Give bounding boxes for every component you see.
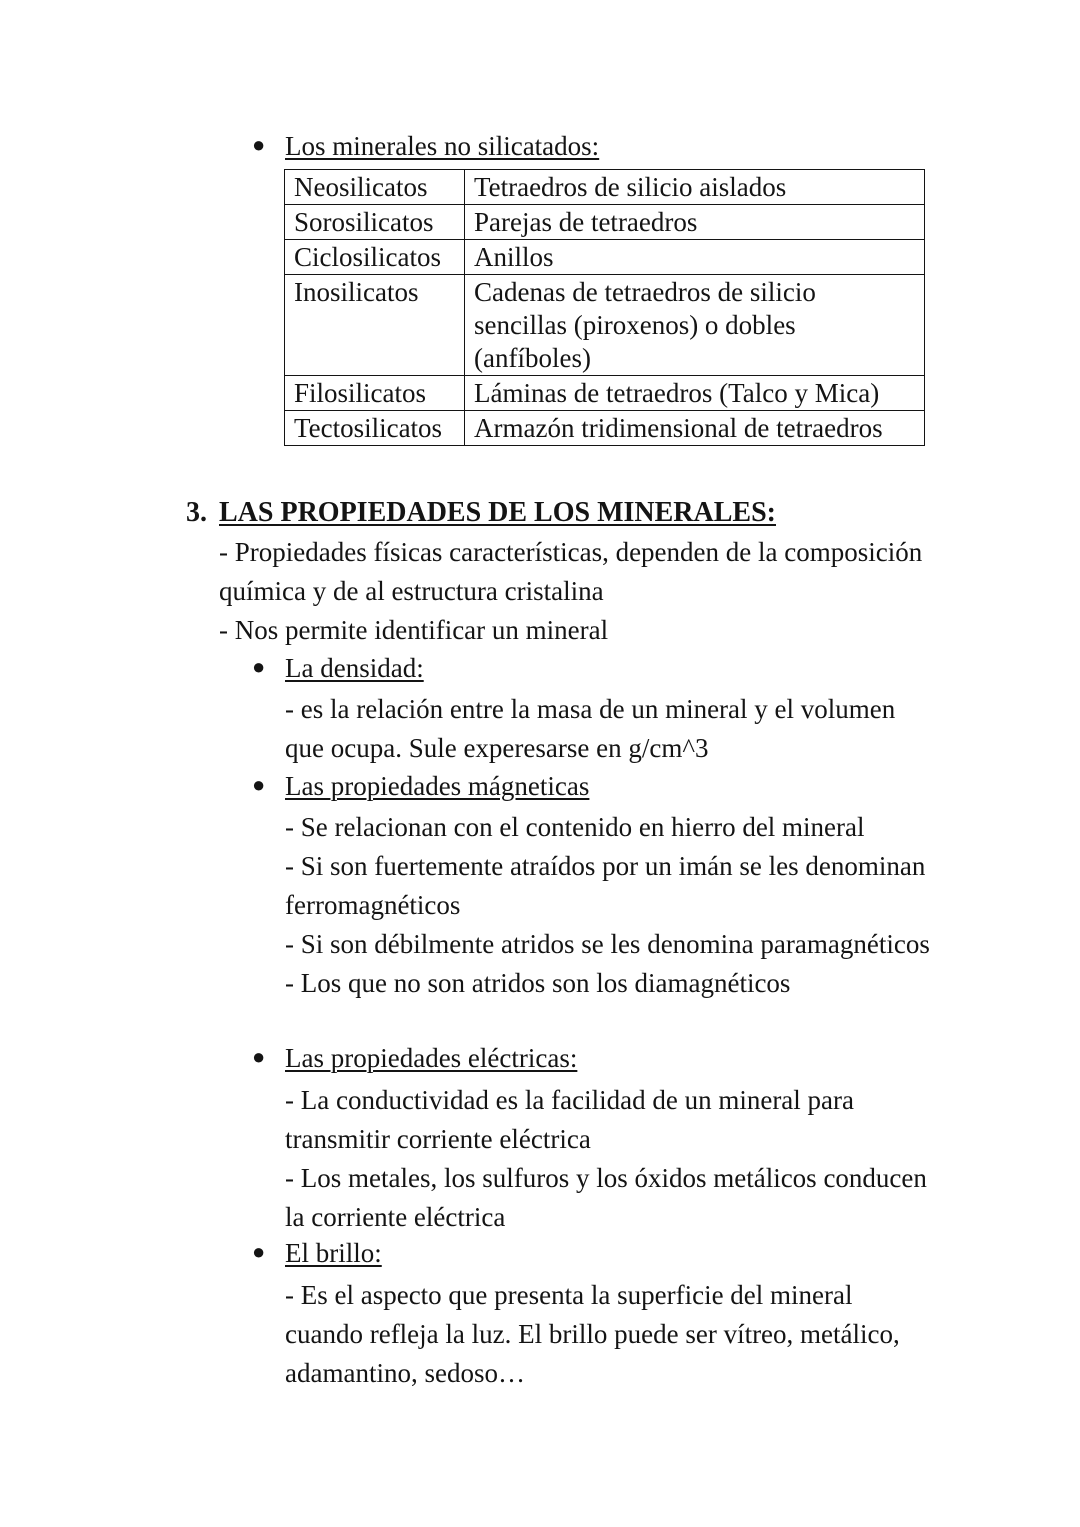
bullet-magnetic bbox=[252, 771, 589, 802]
silicate-description-cell: Parejas de tetraedros bbox=[465, 205, 925, 240]
property-label: Las propiedades eléctricas: bbox=[285, 1043, 578, 1073]
bullet-dot-icon: ● bbox=[252, 1044, 266, 1069]
property-luster-text bbox=[285, 1276, 935, 1393]
silicate-type-cell: Filosilicatos bbox=[285, 376, 465, 411]
intro-paragraph: - Propiedades físicas características, dependen de la composición química y de al estructura cristalina bbox=[219, 537, 923, 606]
property-electrical-text bbox=[285, 1081, 935, 1237]
silicate-description-cell: Láminas de tetraedros (Talco y Mica) bbox=[465, 376, 925, 411]
bullet-dot-icon: ● bbox=[252, 654, 266, 679]
bullet-luster bbox=[252, 1238, 382, 1269]
silicate-description-cell: Armazón tridimensional de tetraedros bbox=[465, 411, 925, 446]
section-number: 3. bbox=[186, 497, 207, 528]
table-row bbox=[285, 411, 925, 446]
property-line: - Si son fuertemente atraídos por un imán se les denominan ferromagnéticos bbox=[285, 851, 926, 920]
non-silicates-heading: Los minerales no silicatados: bbox=[285, 131, 600, 161]
silicate-type-cell: Neosilicatos bbox=[285, 170, 465, 205]
bullet-dot-icon: ● bbox=[252, 1239, 266, 1264]
property-line: - Se relacionan con el contenido en hierro del mineral bbox=[285, 812, 865, 842]
table-row bbox=[285, 376, 925, 411]
silicate-description-cell: Cadenas de tetraedros de silicio sencillas (piroxenos) o dobles (anfíboles) bbox=[465, 275, 925, 376]
section-title bbox=[186, 497, 776, 529]
table-row bbox=[285, 240, 925, 275]
property-line: - Los que no son atridos son los diamagnéticos bbox=[285, 968, 791, 998]
bullet-dot-icon: ● bbox=[252, 132, 266, 157]
silicate-description-cell: Tetraedros de silicio aislados bbox=[465, 170, 925, 205]
silicate-type-cell: Inosilicatos bbox=[285, 275, 465, 376]
silicate-type-cell: Tectosilicatos bbox=[285, 411, 465, 446]
property-line: - Es el aspecto que presenta la superficie del mineral cuando refleja la luz. El brillo puede ser vítreo, metálico, adamantino, sedoso… bbox=[285, 1280, 900, 1388]
intro-paragraph: - Nos permite identificar un mineral bbox=[219, 615, 609, 645]
property-label: La densidad: bbox=[285, 653, 424, 683]
bullet-electrical bbox=[252, 1043, 577, 1074]
bullet-density bbox=[252, 653, 424, 684]
table-row bbox=[285, 275, 925, 376]
table-row bbox=[285, 170, 925, 205]
section-intro bbox=[219, 533, 939, 650]
section-title-text: LAS PROPIEDADES DE LOS MINERALES: bbox=[219, 497, 776, 528]
property-line: - La conductividad es la facilidad de un mineral para transmitir corriente eléctrica bbox=[285, 1085, 855, 1154]
bullet-non-silicates bbox=[252, 131, 599, 162]
property-label: Las propiedades mágneticas bbox=[285, 771, 590, 801]
property-label: El brillo: bbox=[285, 1238, 382, 1268]
property-density-text bbox=[285, 690, 935, 768]
property-line: - Si son débilmente atridos se les denomina paramagnéticos bbox=[285, 929, 930, 959]
table-row bbox=[285, 205, 925, 240]
silicate-type-cell: Sorosilicatos bbox=[285, 205, 465, 240]
property-line: - Los metales, los sulfuros y los óxidos metálicos conducen la corriente eléctrica bbox=[285, 1163, 927, 1232]
property-line: - es la relación entre la masa de un mineral y el volumen que ocupa. Sule experesarse en g/cm^3 bbox=[285, 694, 896, 763]
silicates-table bbox=[284, 169, 925, 446]
bullet-dot-icon: ● bbox=[252, 772, 266, 797]
silicate-type-cell: Ciclosilicatos bbox=[285, 240, 465, 275]
property-magnetic-text bbox=[285, 808, 935, 1003]
silicate-description-cell: Anillos bbox=[465, 240, 925, 275]
